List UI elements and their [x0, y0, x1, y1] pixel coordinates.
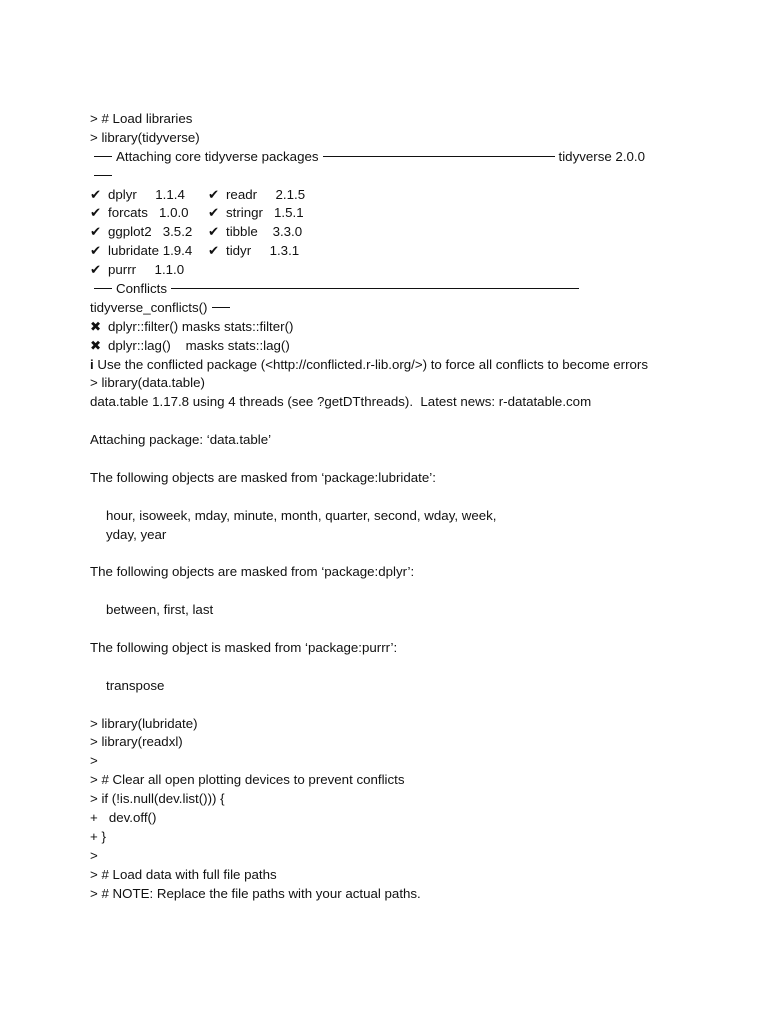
check-icon: ✔	[90, 186, 102, 202]
package-version: stringr 1.5.1	[226, 205, 304, 221]
console-line: The following objects are masked from ‘package:lubridate’:	[90, 469, 436, 485]
masked-objects: transpose	[106, 677, 165, 693]
package-version: forcats 1.0.0	[108, 205, 189, 221]
check-icon: ✔	[90, 243, 102, 259]
info-text: Use the conflicted package (<http://conflicted.r-lib.org/>) to force all conflicts to become errors	[97, 356, 649, 372]
package-row	[90, 204, 730, 223]
conflicts-header-label: Conflicts	[116, 281, 167, 297]
blank-line	[90, 488, 730, 507]
console-line: > if (!is.null(dev.list())) {	[90, 791, 225, 807]
console-line: > # NOTE: Replace the file paths with your actual paths.	[90, 885, 421, 901]
package-row	[90, 223, 730, 242]
masked-objects: hour, isoweek, mday, minute, month, quarter, second, wday, week,	[106, 507, 497, 523]
package-version: dplyr 1.1.4	[108, 186, 185, 202]
cross-icon: ✖	[90, 318, 102, 334]
blank-line	[90, 620, 730, 639]
console-line: + }	[90, 828, 106, 844]
package-row	[90, 186, 730, 205]
console-line: > library(tidyverse)	[90, 129, 200, 145]
check-icon: ✔	[90, 224, 102, 240]
console-line: The following object is masked from ‘package:purrr’:	[90, 639, 398, 655]
blank-line	[90, 412, 730, 431]
conflict-line	[90, 318, 730, 337]
rule	[212, 307, 230, 308]
masked-objects: yday, year	[106, 526, 167, 542]
check-icon: ✔	[208, 205, 220, 221]
check-icon: ✔	[90, 262, 102, 278]
console-line: The following objects are masked from ‘package:dplyr’:	[90, 564, 415, 580]
conflicts-header-wrap	[90, 299, 730, 318]
check-icon: ✔	[208, 243, 220, 259]
package-version: purrr 1.1.0	[108, 262, 185, 278]
package-row	[90, 261, 730, 280]
console-line: data.table 1.17.8 using 4 threads (see ?getDTthreads). Latest news: r-datatable.com	[90, 394, 592, 410]
rule	[94, 156, 112, 157]
attach-header-wrap	[90, 167, 730, 186]
package-version: ggplot2 3.5.2	[108, 224, 193, 240]
console-line: > library(lubridate)	[90, 715, 198, 731]
info-line	[90, 356, 730, 375]
masked-objects: between, first, last	[106, 602, 214, 618]
cross-icon: ✖	[90, 337, 102, 353]
package-row	[90, 242, 730, 261]
rule	[323, 156, 555, 157]
package-version: tibble 3.3.0	[226, 224, 303, 240]
console-line: > # Load libraries	[90, 111, 193, 126]
blank-line	[90, 658, 730, 677]
rule	[171, 288, 579, 289]
console-line: Attaching package: ‘data.table’	[90, 432, 272, 448]
conflict-text: dplyr::filter() masks stats::filter()	[108, 318, 294, 334]
attach-header-label: Attaching core tidyverse packages	[116, 148, 319, 164]
console-line: > # Clear all open plotting devices to prevent conflicts	[90, 772, 405, 788]
console-line: > library(data.table)	[90, 375, 205, 391]
conflicts-function: tidyverse_conflicts()	[90, 299, 208, 315]
console-line: >	[90, 753, 98, 769]
conflict-line	[90, 337, 730, 356]
package-version: tidyr 1.3.1	[226, 243, 300, 259]
console-line: + dev.off()	[90, 809, 157, 825]
console-output	[90, 110, 730, 903]
console-line: >	[90, 847, 98, 863]
blank-line	[90, 696, 730, 715]
conflict-text: dplyr::lag() masks stats::lag()	[108, 337, 290, 353]
attach-header	[90, 148, 730, 167]
blank-line	[90, 544, 730, 563]
rule	[94, 175, 112, 176]
check-icon: ✔	[208, 186, 220, 202]
check-icon: ✔	[208, 224, 220, 240]
blank-line	[90, 450, 730, 469]
console-line: > # Load data with full file paths	[90, 866, 277, 882]
conflicts-header	[90, 280, 730, 299]
check-icon: ✔	[90, 205, 102, 221]
rule	[94, 288, 112, 289]
package-version: lubridate 1.9.4	[108, 243, 193, 259]
package-version: readr 2.1.5	[226, 186, 306, 202]
info-icon: i	[90, 356, 94, 372]
blank-line	[90, 582, 730, 601]
console-line: > library(readxl)	[90, 734, 183, 750]
attach-header-version: tidyverse 2.0.0	[558, 148, 646, 164]
